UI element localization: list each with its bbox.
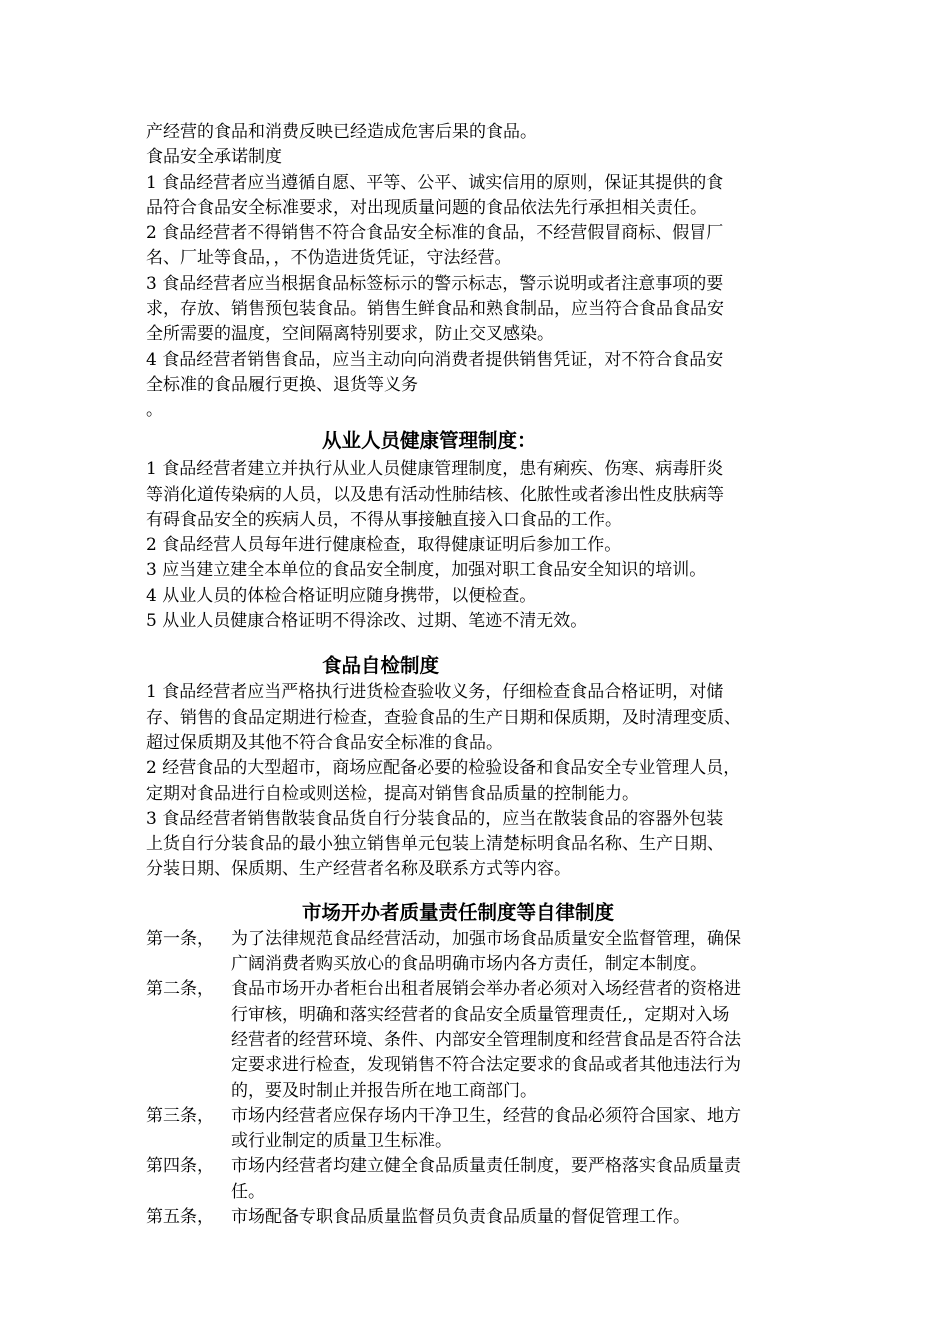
article-body (231, 977, 826, 1103)
market-heading: 市场开办者质量责任制度等自律制度 (302, 900, 615, 924)
article-label: 第五条， (146, 1206, 214, 1227)
text-line: 超过保质期及其他不符合食品安全标准的食品。 (146, 732, 503, 753)
intro-line: 产经营的食品和消费反映已经造成危害后果的食品。 (146, 122, 537, 142)
text-line: 全标准的食品履行更换、退货等义务 (146, 374, 418, 395)
text-line: 等消化道传染病的人员，以及患有活动性肺结核、化脓性或者渗出性皮肤病等 (146, 484, 724, 505)
text-line: 定期对食品进行自检或则送检，提高对销售食品质量的控制能力。 (146, 783, 639, 804)
text-line: 市场内经营者均建立健全食品质量责任制度，要严格落实食品质量责 (231, 1156, 741, 1177)
text-line: 行审核，明确和落实经营者的食品安全质量管理责任,，定期对入场 (231, 1004, 730, 1025)
text-line: 2 经营食品的大型超市，商场应配备必要的检验设备和食品安全专业管理人员， (146, 758, 741, 779)
article-3 (146, 1104, 826, 1155)
text-line: 市场配备专职食品质量监督员负责食品质量的督促管理工作。 (231, 1206, 690, 1227)
text-line: 上货自行分装食品的最小独立销售单元包装上清楚标明食品名称、生产日期、 (146, 834, 724, 855)
article-label: 第四条， (146, 1156, 214, 1177)
text-line: 经营者的经营环境、条件、内部安全管理制度和经营食品是否符合法 (231, 1029, 741, 1050)
selfcheck-item-2 (146, 756, 826, 807)
commitment-item-4 (146, 348, 826, 399)
selfcheck-item-3 (146, 807, 826, 883)
article-body (231, 1205, 826, 1230)
article-label: 第三条， (146, 1105, 214, 1126)
article-4 (146, 1154, 826, 1205)
text-line: 或行业制定的质量卫生标准。 (231, 1131, 452, 1152)
commitment-item-1 (146, 171, 826, 222)
text-line: 3 食品经营者应当根据食品标签标示的警示标志，警示说明或者注意事项的要 (146, 273, 724, 294)
text-line: 有碍食品安全的疾病人员，不得从事接触直接入口食品的工作。 (146, 509, 622, 530)
text-line: 1 食品经营者应当严格执行进货检查验收义务，仔细检查食品合格证明，对储 (146, 682, 724, 703)
text-line: 3 食品经营者销售散装食品货自行分装食品的，应当在散装食品的容器外包装 (146, 808, 724, 829)
health-item-1 (146, 457, 826, 533)
text-line: 分装日期、保质期、生产经营者名称及联系方式等内容。 (146, 859, 571, 880)
health-item-5: 5 从业人员健康合格证明不得涂改、过期、笔迹不清无效。 (146, 611, 588, 632)
stray-period: 。 (146, 400, 163, 421)
health-heading: 从业人员健康管理制度： (322, 429, 537, 453)
article-body (231, 1154, 826, 1205)
article-label: 第二条， (146, 979, 214, 1000)
health-item-3: 3 应当建立建全本单位的食品安全制度，加强对职工食品安全知识的培训。 (146, 560, 707, 581)
text-line: 存、销售的食品定期进行检查，查验食品的生产日期和保质期，及时清理变质、 (146, 707, 741, 728)
text-line: 全所需要的温度，空间隔离特别要求，防止交叉感染。 (146, 324, 554, 345)
text-line: 定要求进行检查，发现销售不符合法定要求的食品或者其他违法行为 (231, 1055, 741, 1076)
health-item-4: 4 从业人员的体检合格证明应随身携带，以便检查。 (146, 585, 537, 606)
text-line: 1 食品经营者建立并执行从业人员健康管理制度，患有痢疾、伤寒、病毒肝炎 (146, 459, 724, 480)
text-line: 名、厂址等食品，，不伪造进货凭证，守法经营。 (146, 248, 512, 269)
text-line: 广阔消费者购买放心的食品明确市场内各方责任，制定本制度。 (231, 954, 707, 975)
health-section (146, 457, 826, 634)
commitment-item-3 (146, 272, 826, 348)
text-line: 任。 (231, 1181, 265, 1202)
text-line: 为了法律规范食品经营活动，加强市场食品质量安全监督管理，确保 (231, 928, 741, 949)
market-section (146, 927, 826, 1231)
commitment-item-2 (146, 221, 826, 272)
text-line: 的，要及时制止并报告所在地工商部门。 (231, 1080, 537, 1101)
document-page (146, 120, 826, 1230)
text-line: 品符合食品安全标准要求，对出现质量问题的食品依法先行承担相关责任。 (146, 197, 707, 218)
text-line: 2 食品经营者不得销售不符合食品安全标准的食品，不经营假冒商标、假冒厂 (146, 223, 724, 244)
text-line: 1 食品经营者应当遵循自愿、平等、公平、诚实信用的原则，保证其提供的食 (146, 172, 724, 193)
text-line: 求，存放、销售预包装食品。销售生鲜食品和熟食制品，应当符合食品食品安 (146, 299, 724, 320)
text-line: 4 食品经营者销售食品，应当主动向向消费者提供销售凭证，对不符合食品安 (146, 349, 724, 370)
article-body (231, 927, 826, 978)
selfcheck-heading: 食品自检制度 (322, 654, 440, 678)
text-line: 市场内经营者应保存场内干净卫生，经营的食品必须符合国家、地方 (231, 1105, 741, 1126)
article-2 (146, 977, 826, 1103)
article-body (231, 1104, 826, 1155)
selfcheck-section (146, 680, 826, 882)
health-item-2: 2 食品经营人员每年进行健康检查，取得健康证明后参加工作。 (146, 535, 622, 556)
article-1 (146, 927, 826, 978)
commitment-section (146, 171, 826, 424)
article-label: 第一条， (146, 928, 214, 949)
article-5 (146, 1205, 826, 1230)
text-line: 食品市场开办者柜台出租者展销会举办者必须对入场经营者的资格进 (231, 979, 741, 1000)
commitment-title: 食品安全承诺制度 (146, 147, 282, 168)
selfcheck-item-1 (146, 680, 826, 756)
